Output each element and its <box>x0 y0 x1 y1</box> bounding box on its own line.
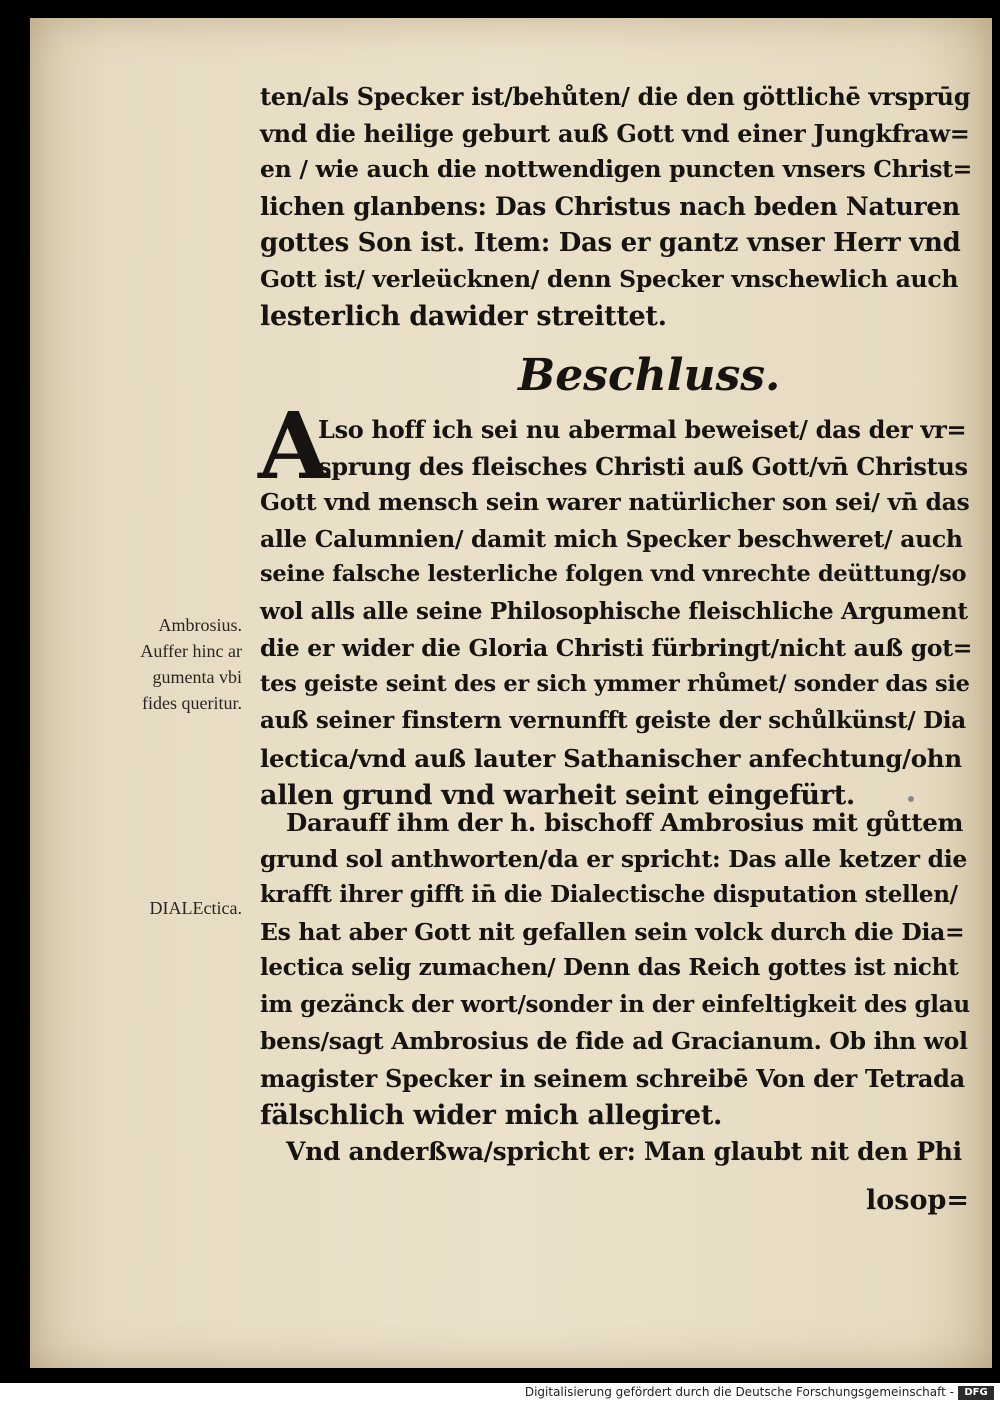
marginal-line: gumenta vbi <box>152 667 242 687</box>
text-line: die er wider die Gloria Christi fürbringt/nicht auß got= <box>260 634 973 662</box>
text-line: seine falsche lesterliche folgen vnd vnrechte deüttung/so <box>260 561 967 587</box>
text-line: krafft ihrer gifft in̄ die Dialectische disputation stellen/ <box>260 881 958 908</box>
text-line: auß seiner finstern vernunfft geiste der schůlkünst/ Dia <box>260 707 966 734</box>
marginal-note-dialectica: DIALEctica. <box>149 898 242 918</box>
footer-bar <box>0 1383 1000 1404</box>
text-line: wol alls alle seine Philosophische fleischliche Argument <box>260 597 968 625</box>
marginal-line: Auffer hinc ar <box>140 641 242 661</box>
text-line: magister Specker in seinem schreibē Von der Tetrada <box>260 1063 965 1093</box>
text-line: sprung des fleisches Christi auß Gott/vn̄ Christus <box>318 451 968 481</box>
text-line: Es hat aber Gott nit gefallen sein volck durch die Dia= <box>260 917 965 946</box>
text-line: lichen glanbens: Das Christus nach beden Naturen <box>260 191 960 221</box>
text-line: lectica/vnd auß lauter Sathanischer anfechtung/ohn <box>260 743 962 773</box>
text-line: Darauff ihm der h. bischoff Ambrosius mit gůttem <box>286 808 964 837</box>
text-line: Gott ist/ verleücknen/ denn Specker vnschewlich auch <box>260 264 959 293</box>
text-line: allen grund vnd warheit seint eingefürt. <box>260 780 855 811</box>
text-line: alle Calumnien/ damit mich Specker beschweret/ auch <box>260 524 963 553</box>
text-line: tes geiste seint des er sich ymmer rhůmet/ sonder das sie <box>260 670 970 697</box>
text-line: fälschlich wider mich allegiret. <box>260 1100 723 1131</box>
catchword: losop= <box>866 1185 969 1216</box>
text-line: en / wie auch die nottwendigen puncten vnsers Christ= <box>260 155 973 183</box>
marginal-line: Ambrosius. <box>158 615 242 635</box>
dfg-logo-icon: DFG <box>958 1386 994 1400</box>
text-line: im gezänck der wort/sonder in der einfeltigkeit des glau <box>260 990 970 1018</box>
text-line: gottes Son ist. Item: Das er gantz vnser Herr vnd <box>260 228 961 258</box>
text-line: Lso hoff ich sei nu abermal beweiset/ das der vr= <box>318 415 967 444</box>
text-line: lesterlich dawider streittet. <box>260 301 667 332</box>
drop-initial: A <box>258 392 330 500</box>
text-line: ten/als Specker ist/behůten/ die den göttlichē vrsprūg <box>260 82 971 111</box>
text-line: grund sol anthworten/da er spricht: Das alle ketzer die <box>260 844 968 873</box>
section-heading: Beschluss. <box>518 350 781 401</box>
text-line: Vnd anderßwa/spricht er: Man glaubt nit den Phi <box>286 1137 962 1166</box>
text-line: lectica selig zumachen/ Denn das Reich gottes ist nicht <box>260 954 959 981</box>
text-line: vnd die heilige geburt auß Gott vnd einer Jungkfraw= <box>260 118 970 148</box>
ink-spot <box>908 796 914 802</box>
text-line: Gott vnd mensch sein warer natürlicher son sei/ vn̄ das <box>260 488 970 516</box>
marginal-line: fides queritur. <box>142 693 242 713</box>
text-line: bens/sagt Ambrosius de fide ad Gracianum. Ob ihn wol <box>260 1027 968 1055</box>
footer-text: Digitalisierung gefördert durch die Deutsche Forschungsgemeinschaft - <box>524 1385 954 1399</box>
marginal-note-ambrosius <box>96 612 242 716</box>
